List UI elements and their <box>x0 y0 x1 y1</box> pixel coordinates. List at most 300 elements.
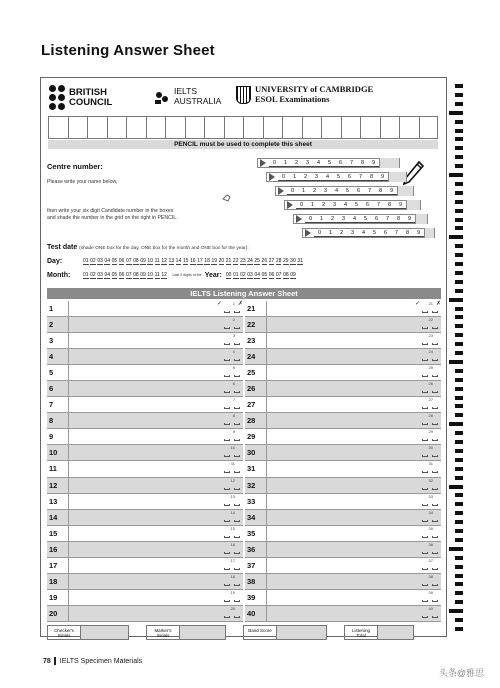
marking-boxes[interactable] <box>217 301 244 316</box>
marking-boxes[interactable] <box>223 317 243 332</box>
day-option[interactable]: 26 <box>261 258 268 264</box>
name-boxes[interactable] <box>48 116 438 139</box>
centre-number-label: Centre number: <box>47 162 103 171</box>
marking-boxes[interactable] <box>421 349 441 364</box>
answer-field[interactable] <box>69 333 223 348</box>
digit-option[interactable]: 5 <box>342 188 353 195</box>
marking-number: 29 <box>428 429 433 435</box>
marking-boxes[interactable] <box>223 510 243 525</box>
marking-boxes[interactable] <box>223 381 243 396</box>
answer-field[interactable] <box>267 542 421 557</box>
answer-row <box>245 478 441 494</box>
digit-option[interactable]: 0 <box>269 160 280 167</box>
digit-option[interactable]: 5 <box>324 160 335 167</box>
marking-number: 19 <box>230 589 235 595</box>
marking-number: 14 <box>230 509 235 515</box>
checker-initials[interactable]: Checker's Initials <box>47 625 129 640</box>
answer-field[interactable] <box>69 461 223 476</box>
candidate-digit-row[interactable] <box>284 200 421 210</box>
day-option[interactable]: 19 <box>211 258 218 264</box>
marking-boxes[interactable] <box>421 381 441 396</box>
month-option[interactable]: 10 <box>147 272 153 278</box>
marking-boxes[interactable] <box>421 606 441 621</box>
marking-boxes[interactable] <box>223 606 243 621</box>
answer-row <box>245 445 441 461</box>
answer-row <box>47 590 243 606</box>
marking-boxes[interactable] <box>421 333 441 348</box>
day-option[interactable]: 29 <box>283 258 289 264</box>
answer-field[interactable] <box>69 349 223 364</box>
question-number: 33 <box>245 494 267 509</box>
digit-option[interactable]: 3 <box>338 216 349 223</box>
digit-option[interactable]: 8 <box>402 230 413 237</box>
day-option[interactable]: 22 <box>232 258 239 264</box>
month-option[interactable]: 06 <box>118 272 125 278</box>
day-option[interactable]: 23 <box>240 258 246 264</box>
day-option[interactable]: 02 <box>90 258 96 264</box>
answer-field[interactable] <box>267 526 421 541</box>
month-option[interactable]: 09 <box>140 272 146 278</box>
marking-number: 38 <box>428 573 433 579</box>
day-option[interactable]: 10 <box>147 258 153 264</box>
question-number: 17 <box>47 558 69 573</box>
digit-option[interactable]: 8 <box>357 160 368 167</box>
answer-row <box>245 365 441 381</box>
answer-grid <box>47 301 441 622</box>
question-number: 4 <box>47 349 69 364</box>
digit-option[interactable]: 8 <box>384 202 395 209</box>
digit-option[interactable]: 5 <box>333 174 344 181</box>
british-council-logo: BRITISH COUNCIL <box>49 85 112 110</box>
candidate-digit-row[interactable] <box>302 228 435 238</box>
answer-field[interactable] <box>69 606 223 621</box>
marking-boxes[interactable] <box>421 574 441 589</box>
answer-row <box>47 606 243 622</box>
day-row: Day: 01 02 03 04 05 06 07 08 09 10 11 12 13 14 15 16 17 18 19 20 21 22 23 24 25 26 27 28 29 30 31 <box>47 257 303 265</box>
marking-boxes[interactable] <box>223 558 243 573</box>
digit-option[interactable]: 6 <box>353 188 364 195</box>
digit-option[interactable]: 3 <box>302 160 313 167</box>
marking-boxes[interactable] <box>421 461 441 476</box>
digit-option[interactable]: 0 <box>314 230 325 237</box>
marking-boxes[interactable] <box>223 590 243 605</box>
question-number: 39 <box>245 590 267 605</box>
cross-icon: ✗ <box>238 301 244 307</box>
day-option[interactable]: 20 <box>218 258 225 264</box>
year-option[interactable]: 00 <box>225 272 232 278</box>
answer-field[interactable] <box>267 606 421 621</box>
answer-row <box>47 558 243 574</box>
year-option[interactable]: 07 <box>275 272 282 278</box>
answer-row <box>245 574 441 590</box>
digit-option[interactable]: 7 <box>364 188 375 195</box>
day-option[interactable]: 18 <box>204 258 210 264</box>
question-number: 15 <box>47 526 69 541</box>
digit-option[interactable]: 4 <box>358 230 369 237</box>
page-footer: 78 IELTS Specimen Materials <box>43 657 143 665</box>
digit-option[interactable]: 3 <box>320 188 331 195</box>
answer-row <box>47 349 243 365</box>
question-number: 1 <box>47 301 69 316</box>
answer-field[interactable] <box>267 381 421 396</box>
marking-boxes[interactable] <box>421 429 441 444</box>
answer-row <box>47 429 243 445</box>
marking-boxes[interactable] <box>223 365 243 380</box>
day-option[interactable]: 24 <box>247 258 253 264</box>
answer-row <box>47 413 243 429</box>
answer-field[interactable] <box>267 349 421 364</box>
marking-boxes[interactable] <box>421 494 441 509</box>
idp-icon <box>153 88 171 106</box>
answer-field[interactable] <box>69 381 223 396</box>
digit-option[interactable]: 1 <box>325 230 336 237</box>
marking-boxes[interactable] <box>223 333 243 348</box>
day-option[interactable]: 31 <box>297 258 303 264</box>
candidate-digit-row[interactable] <box>275 186 414 196</box>
digit-option[interactable]: 9 <box>404 216 415 223</box>
question-number: 18 <box>47 574 69 589</box>
digit-option[interactable]: 3 <box>347 230 358 237</box>
year-option[interactable]: 03 <box>247 272 253 278</box>
year-option[interactable]: 08 <box>283 272 289 278</box>
marking-boxes[interactable] <box>421 542 441 557</box>
marking-boxes[interactable] <box>223 445 243 460</box>
question-number: 19 <box>47 590 69 605</box>
month-option[interactable]: 07 <box>125 272 132 278</box>
answer-row <box>245 349 441 365</box>
marking-number: 16 <box>230 541 235 547</box>
candidate-digit-row[interactable] <box>293 214 428 224</box>
answer-field[interactable] <box>267 478 421 493</box>
test-date-label: Test date (shade ONE box for the day, ONE box for the month and ONE box for the year): <box>47 244 249 251</box>
day-option[interactable]: 27 <box>268 258 275 264</box>
digit-option[interactable]: 0 <box>278 174 289 181</box>
digit-option[interactable]: 4 <box>322 174 333 181</box>
question-number: 26 <box>245 381 267 396</box>
digit-option[interactable]: 9 <box>386 188 397 195</box>
answer-field[interactable] <box>267 558 421 573</box>
question-number: 28 <box>245 413 267 428</box>
day-option[interactable]: 15 <box>182 258 189 264</box>
answer-row <box>47 542 243 558</box>
answer-row <box>245 606 441 622</box>
digit-option[interactable]: 8 <box>393 216 404 223</box>
question-number: 2 <box>47 317 69 332</box>
day-option[interactable]: 05 <box>111 258 118 264</box>
marking-number: 17 <box>230 557 235 563</box>
digit-option[interactable]: 9 <box>395 202 406 209</box>
answer-field[interactable] <box>69 301 223 316</box>
band-score[interactable]: Band Score <box>243 625 327 640</box>
digit-option[interactable]: 9 <box>368 160 379 167</box>
digit-option[interactable]: 2 <box>291 160 302 167</box>
marking-number: 37 <box>428 557 433 563</box>
day-option[interactable]: 30 <box>290 258 296 264</box>
answer-row <box>47 333 243 349</box>
digit-option[interactable]: 9 <box>377 174 388 181</box>
answer-row <box>47 301 243 317</box>
day-option[interactable]: 17 <box>197 258 203 264</box>
digit-option[interactable]: 5 <box>360 216 371 223</box>
question-number: 7 <box>47 397 69 412</box>
marking-boxes[interactable] <box>421 445 441 460</box>
digit-option[interactable]: 7 <box>355 174 366 181</box>
cross-icon: ✗ <box>436 301 442 307</box>
question-number: 5 <box>47 365 69 380</box>
day-option[interactable]: 09 <box>140 258 146 264</box>
digit-option[interactable]: 2 <box>327 216 338 223</box>
digit-option[interactable]: 8 <box>375 188 386 195</box>
digit-option[interactable]: 4 <box>349 216 360 223</box>
answer-row <box>245 381 441 397</box>
answer-row <box>47 397 243 413</box>
answer-sheet-header: IELTS Listening Answer Sheet <box>47 288 441 299</box>
score-footer <box>47 625 414 640</box>
answer-field[interactable] <box>69 542 223 557</box>
day-option[interactable]: 04 <box>104 258 111 264</box>
day-option[interactable]: 25 <box>254 258 260 264</box>
digit-option[interactable]: 5 <box>351 202 362 209</box>
marking-boxes[interactable] <box>421 558 441 573</box>
answer-field[interactable] <box>267 365 421 380</box>
day-option[interactable]: 12 <box>161 258 167 264</box>
digit-option[interactable]: 7 <box>373 202 384 209</box>
digit-option[interactable]: 1 <box>280 160 291 167</box>
marking-boxes[interactable] <box>223 413 243 428</box>
marking-number: 22 <box>428 317 433 323</box>
question-number: 32 <box>245 478 267 493</box>
question-number: 23 <box>245 333 267 348</box>
marking-boxes[interactable] <box>223 494 243 509</box>
month-option[interactable]: 08 <box>133 272 139 278</box>
question-number: 38 <box>245 574 267 589</box>
answer-column-right <box>245 301 441 622</box>
answer-field[interactable] <box>69 590 223 605</box>
marking-boxes[interactable] <box>421 526 441 541</box>
marker-initials[interactable]: Marker's Initials <box>146 625 226 640</box>
question-number: 16 <box>47 542 69 557</box>
year-option[interactable]: 04 <box>254 272 260 278</box>
marking-boxes[interactable] <box>421 413 441 428</box>
day-option[interactable]: 07 <box>125 258 132 264</box>
marking-number: 10 <box>230 445 235 451</box>
digit-option[interactable]: 1 <box>307 202 318 209</box>
year-option[interactable]: 02 <box>240 272 246 278</box>
answer-field[interactable] <box>69 558 223 573</box>
question-number: 30 <box>245 445 267 460</box>
digit-option[interactable]: 6 <box>371 216 382 223</box>
digit-option[interactable]: 6 <box>335 160 346 167</box>
marking-boxes[interactable] <box>223 574 243 589</box>
marking-number: 13 <box>230 493 235 499</box>
answer-field[interactable] <box>69 413 223 428</box>
answer-field[interactable] <box>267 510 421 525</box>
answer-field[interactable] <box>267 317 421 332</box>
logo-bar <box>49 85 439 111</box>
question-number: 14 <box>47 510 69 525</box>
digit-option[interactable]: 2 <box>336 230 347 237</box>
day-option[interactable]: 28 <box>275 258 282 264</box>
cambridge-logo: UNIVERSITY of CAMBRIDGE ESOL Examinations <box>236 85 373 104</box>
question-number: 31 <box>245 461 267 476</box>
answer-field[interactable] <box>69 429 223 444</box>
answer-row <box>47 365 243 381</box>
marking-number: 34 <box>428 509 433 515</box>
digit-option[interactable]: 3 <box>311 174 322 181</box>
answer-row <box>245 333 441 349</box>
marking-boxes[interactable] <box>223 542 243 557</box>
month-option[interactable]: 02 <box>90 272 96 278</box>
answer-row <box>47 478 243 494</box>
digit-option[interactable]: 0 <box>287 188 298 195</box>
marking-boxes[interactable] <box>421 478 441 493</box>
digit-option[interactable]: 4 <box>340 202 351 209</box>
digit-option[interactable]: 7 <box>391 230 402 237</box>
marking-number: 36 <box>428 541 433 547</box>
digit-option[interactable]: 6 <box>362 202 373 209</box>
answer-field[interactable] <box>267 397 421 412</box>
answer-field[interactable] <box>267 445 421 460</box>
answer-field[interactable] <box>267 461 421 476</box>
digit-option[interactable]: 6 <box>380 230 391 237</box>
question-number: 27 <box>245 397 267 412</box>
question-number: 21 <box>245 301 267 316</box>
digit-option[interactable]: 0 <box>305 216 316 223</box>
digit-option[interactable]: 4 <box>313 160 324 167</box>
answer-row <box>245 397 441 413</box>
question-number: 36 <box>245 542 267 557</box>
marking-boxes[interactable] <box>421 590 441 605</box>
year-option[interactable]: 01 <box>232 272 239 278</box>
day-option[interactable]: 16 <box>189 258 196 264</box>
marking-number: 40 <box>428 605 433 611</box>
digit-option[interactable]: 6 <box>344 174 355 181</box>
day-option[interactable]: 03 <box>97 258 103 264</box>
month-option[interactable]: 12 <box>161 272 167 278</box>
answer-row <box>47 574 243 590</box>
answer-field[interactable] <box>69 510 223 525</box>
marking-boxes[interactable] <box>223 461 243 476</box>
marking-boxes[interactable] <box>223 397 243 412</box>
answer-field[interactable] <box>267 574 421 589</box>
marking-number: 31 <box>428 461 433 467</box>
answer-field[interactable] <box>267 333 421 348</box>
digit-option[interactable]: 2 <box>300 174 311 181</box>
marking-number: 8 <box>232 413 235 419</box>
answer-field[interactable] <box>69 317 223 332</box>
marking-boxes[interactable] <box>421 317 441 332</box>
year-option[interactable]: 06 <box>268 272 275 278</box>
day-option[interactable]: 11 <box>154 258 160 264</box>
marking-number: 15 <box>230 525 235 531</box>
digit-option[interactable]: 1 <box>289 174 300 181</box>
month-option[interactable]: 03 <box>97 272 103 278</box>
digit-option[interactable]: 3 <box>329 202 340 209</box>
digit-option[interactable]: 0 <box>296 202 307 209</box>
answer-field[interactable] <box>267 301 421 316</box>
marking-boxes[interactable] <box>223 478 243 493</box>
month-option[interactable]: 04 <box>104 272 111 278</box>
answer-field[interactable] <box>69 365 223 380</box>
marking-boxes[interactable] <box>223 349 243 364</box>
answer-field[interactable] <box>267 429 421 444</box>
answer-row <box>47 494 243 510</box>
digit-option[interactable]: 1 <box>316 216 327 223</box>
tick-icon: ✓ <box>217 301 223 307</box>
answer-row <box>245 510 441 526</box>
question-number: 6 <box>47 381 69 396</box>
digit-option[interactable]: 5 <box>369 230 380 237</box>
question-number: 8 <box>47 413 69 428</box>
marking-boxes[interactable] <box>415 301 442 316</box>
marking-boxes[interactable] <box>223 526 243 541</box>
question-number: 10 <box>47 445 69 460</box>
day-option[interactable]: 14 <box>175 258 182 264</box>
answer-row <box>47 445 243 461</box>
marking-boxes[interactable] <box>421 365 441 380</box>
marking-number: 23 <box>428 333 433 339</box>
month-option[interactable]: 11 <box>154 272 160 278</box>
question-number: 9 <box>47 429 69 444</box>
marking-boxes[interactable] <box>421 510 441 525</box>
digit-option[interactable]: 2 <box>318 202 329 209</box>
candidate-digit-row[interactable] <box>257 158 400 168</box>
answer-field[interactable] <box>267 413 421 428</box>
month-option[interactable]: 05 <box>111 272 118 278</box>
cambridge-shield-icon <box>236 86 251 104</box>
digit-option[interactable]: 4 <box>331 188 342 195</box>
marking-number: 11 <box>230 461 235 467</box>
day-option[interactable]: 21 <box>225 258 232 264</box>
answer-field[interactable] <box>69 478 223 493</box>
digit-option[interactable]: 1 <box>298 188 309 195</box>
digit-option[interactable]: 8 <box>366 174 377 181</box>
answer-row <box>245 413 441 429</box>
answer-field[interactable] <box>267 494 421 509</box>
answer-row <box>47 526 243 542</box>
year-option[interactable]: 09 <box>290 272 296 278</box>
day-option[interactable]: 13 <box>168 258 175 264</box>
digit-option[interactable]: 2 <box>309 188 320 195</box>
answer-field[interactable] <box>69 574 223 589</box>
answer-field[interactable] <box>267 590 421 605</box>
marking-boxes[interactable] <box>421 397 441 412</box>
candidate-digit-row[interactable] <box>266 172 407 182</box>
marking-boxes[interactable] <box>223 429 243 444</box>
day-option[interactable]: 01 <box>83 258 89 264</box>
marking-number: 39 <box>428 589 433 595</box>
digit-option[interactable]: 7 <box>346 160 357 167</box>
month-option[interactable]: 01 <box>83 272 89 278</box>
day-option[interactable]: 08 <box>133 258 139 264</box>
answer-field[interactable] <box>69 397 223 412</box>
answer-field[interactable] <box>69 526 223 541</box>
year-option[interactable]: 05 <box>261 272 268 278</box>
digit-option[interactable]: 7 <box>382 216 393 223</box>
listening-total[interactable]: Listening Total <box>344 625 414 640</box>
digit-option[interactable]: 9 <box>413 230 424 237</box>
question-number: 12 <box>47 478 69 493</box>
answer-row <box>245 429 441 445</box>
name-instruction: Please write your name below, <box>47 179 118 185</box>
answer-field[interactable] <box>69 494 223 509</box>
answer-field[interactable] <box>69 445 223 460</box>
question-number: 40 <box>245 606 267 621</box>
month-row: Month: 01 02 03 04 05 06 07 08 09 10 11 12 Last 2 digits of the Year: 00 01 02 03 04 05 06 07 08 09 <box>47 271 296 279</box>
answer-row <box>47 461 243 477</box>
page-title: Listening Answer Sheet <box>41 42 215 59</box>
day-option[interactable]: 06 <box>118 258 125 264</box>
